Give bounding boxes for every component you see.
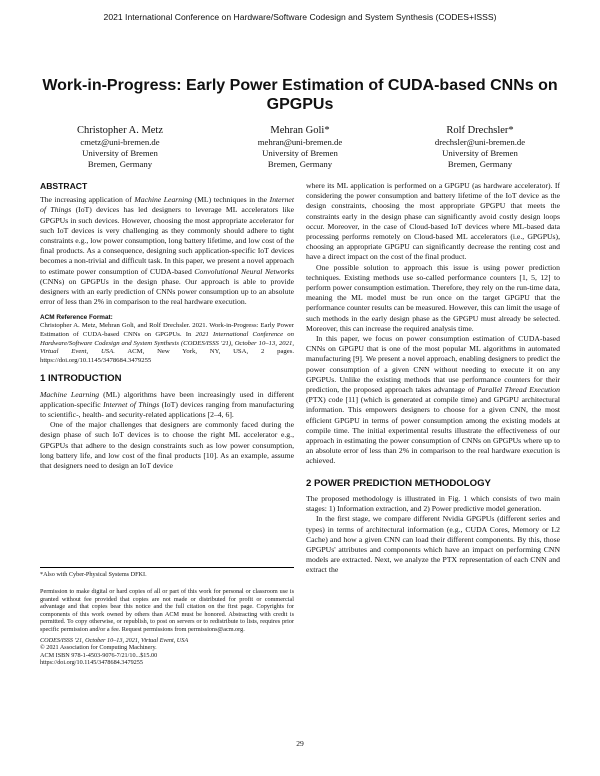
author-affiliation: University of Bremen [82, 148, 158, 158]
copyright-line: © 2021 Association for Computing Machinery. [40, 644, 157, 652]
author-name: Christopher A. Metz [76, 125, 164, 136]
abstract-text: The increasing application of Machine Learning (ML) techniques in the Internet of Things (IoT) devices has led designers to leverage ML accelerators like GPGPUs in such devices. However, choosing the most appropriate accelerator for such IoT devices is very challenging as they commonly should adhere to tight constraints e.g., low power consumption, long battery lifetime, and low cost of the final products. As a consequence, designing such application-specific IoT devices becomes a non-trivial and difficult task. In this paper, we present a novel approach to estimate power consumption of CUDA-based Convolutional Neural Networks (CNNs) on GPGPUs in the design phase. Our approach is able to provide designers with an early prediction of CNNs power consumption up to an absolute error of less than 2% in comparison to the real hardware execution. [40, 195, 294, 307]
intro-paragraph-4: In this paper, we focus on power consumption estimation of CUDA-based CNNs on GPGPU that is one of the most popular ML algorithms in automated manufacturing [9]. We present a novel approach, enabling designers to predict the power consumption of a given CNN without needing to execute it on any GPGPUs. Unlike the existing methods that use performance counters for their prediction, the proposed approach takes advantage of Parallel Thread Execution (PTX) code [11] (which is generated at compile time) and GPGPU architectural information. This empowers designers to choose for a given CNN, the most efficient GPGPU in terms of power consumption among the existing models at compile time. The initial experimental results illustrate the effectiveness of our approach in estimating the power consumption of CNNs on GPGPUs where up to an absolute error of less than 2% in comparison to the real hardware execution is achieved. [306, 334, 560, 466]
intro-paragraph-1: Machine Learning (ML) algorithms have been increasingly used in different application-specific Internet of Things (IoT) devices ranging from manufacturing to scientific-, health- and security-related applications [2–4, 6]. [40, 389, 295, 420]
author-2 [220, 124, 380, 170]
acm-reference-heading: ACM Reference Format: [40, 314, 113, 322]
section-2-heading: 2 POWER PREDICTION METHODOLOGY [306, 477, 491, 489]
intro-paragraph-2-continued: where its ML application is performed on a GPGPU (as hardware accelerator). If considering the power consumption and battery lifetime of the IoT device as the design constraints, choosing the most appropriate GPGPU that meets the constraints early in the design phase can significantly avoid costly design loops occur. Moreover, in the case of Cloud-based IoT devices where ML-based data processing performs remotely on Cloud-based ML accelerators (i.e., GPGPUs), choosing an appropriate GPGPU can significantly decrease the renting cost and have a direct impact on the cost of the final product. [306, 181, 560, 262]
author-location: Bremen, Germany [87, 159, 153, 169]
author-affiliation: University of Bremen [262, 148, 338, 158]
isbn-line: ACM ISBN 978-1-4503-9076-7/21/10...$15.00 [40, 651, 158, 659]
paper-title: Work-in-Progress: Early Power Estimation of CUDA-based CNNs on GPGPUs [42, 77, 558, 113]
right-column [306, 181, 560, 576]
author-email: mehran@uni-bremen.de [257, 137, 343, 147]
author-affiliation: University of Bremen [442, 148, 518, 158]
intro-paragraph-3: One possible solution to approach this issue is using power prediction techniques. Existing methods use so-called performance counters [1, 5, 12] to perform power consumption estimation. Therefore, they rely on the run-time data, meaning the ML model must be run once on the target GPGPU that the performance counter results can be measured. However, this can limit the usage of such methods in the early design phase as the GPGPU must already be selected. Moreover, this can increase the required analysis time. [306, 262, 560, 333]
left-column [40, 181, 294, 471]
author-email: cmetz@uni-bremen.de [80, 137, 160, 147]
author-block [40, 124, 560, 170]
author-3 [400, 124, 560, 170]
acm-reference-text: Christopher A. Metz, Mehran Goli, and Rolf Drechsler. 2021. Work-in-Progress: Early Power Estimation of CUDA-based CNNs on GPGPUs. In 2021 International Conference on Hardware/Software Codesign and System Synthesis (CODES/ISSS '21), October 10–13, 2021, Virtual Event, USA. ACM, New York, NY, USA, 2 pages. https://doi.org/10.1145/3478684.3479255 [40, 322, 295, 364]
author-name: Mehran Goli* [270, 125, 330, 136]
permission-text: Permission to make digital or hard copies of all or part of this work for personal or classroom use is granted without fee provided that copies are not made or distributed for profit or commercial advantage and that copies bear this notice and the full citation on the first page. Copyrights for components of this work owned by others than ACM must be honored. Abstracting with credit is permitted. To copy otherwise, or republish, to post on servers or to redistribute to lists, requires prior specific permission and/or a fee. Request permissions from permissions@acm.org. [40, 588, 294, 633]
author-footnote: *Also with Cyber-Physical Systems DFKI. [40, 567, 294, 579]
permission-block [40, 588, 294, 667]
introduction-heading: 1 INTRODUCTION [40, 373, 122, 385]
author-1 [40, 124, 200, 170]
intro-paragraph-2: One of the major challenges that designers are commonly faced during the design phase of such IoT devices is to choose the right ML accelerator e.g., GPGPUs that adhere to the design constraints such as low power consumption, long battery life, and low cost of the final products [10]. As an example, assume that designers need to design an IoT device [40, 420, 294, 471]
page-number: 29 [296, 739, 304, 748]
conference-header: 2021 International Conference on Hardware/Software Codesign and System Synthesis (CODES+ISSS) [103, 12, 497, 22]
section-2-paragraph-2: In the first stage, we compare different Nvidia GPGPUs (different series and types) in terms of architectural information (e.g., CUDA Cores, Memory or L2 Cache) and how a given CNN can load their different components. By this, those GPGPUs' attributes and components which have an impact on performing CNN models are extracted. Next, we analyze the PTX representation of each CNN and extract the [306, 514, 560, 575]
author-location: Bremen, Germany [447, 159, 513, 169]
venue-line: CODES/ISSS '21, October 10–13, 2021, Virtual Event, USA [40, 636, 189, 644]
section-2-paragraph-1: The proposed methodology is illustrated in Fig. 1 which consists of two main stages: 1) Information extraction, and 2) Power predictive model generation. [306, 493, 560, 514]
abstract-heading: ABSTRACT [40, 181, 88, 191]
doi-line: https://doi.org/10.1145/3478684.3479255 [40, 659, 143, 667]
author-name: Rolf Drechsler* [446, 125, 514, 136]
author-location: Bremen, Germany [267, 159, 333, 169]
author-email: drechsler@uni-bremen.de [434, 137, 526, 147]
